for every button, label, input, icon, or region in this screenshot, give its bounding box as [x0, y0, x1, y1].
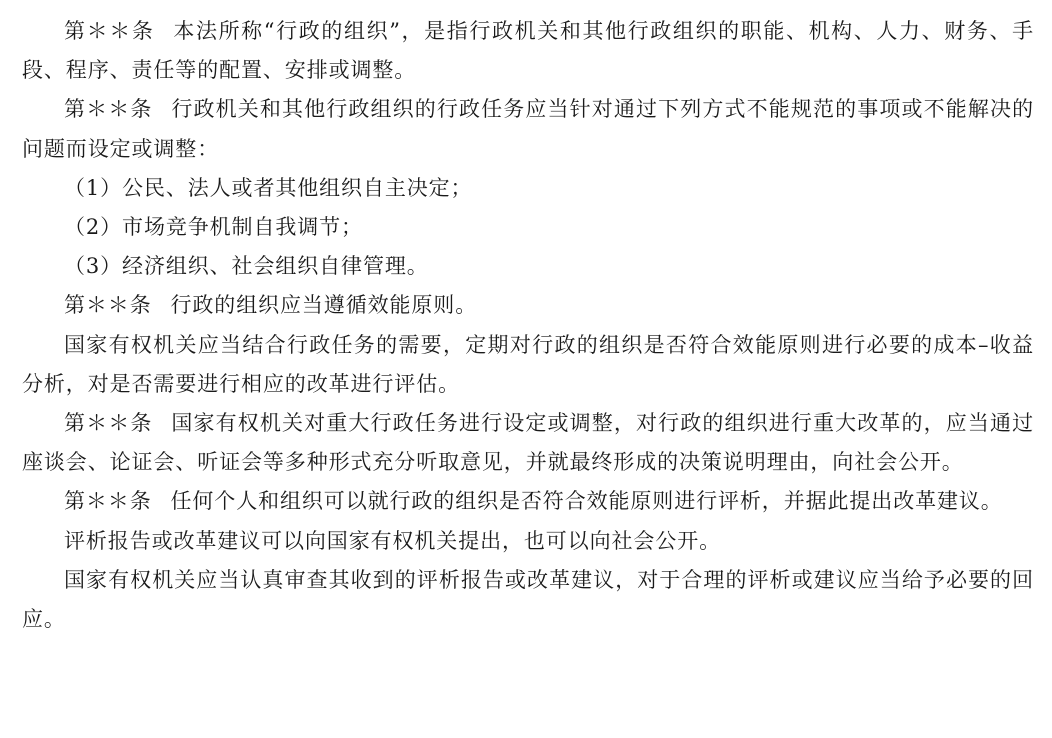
paragraph-text: 行政的组织应当遵循效能原则。	[170, 293, 478, 318]
paragraph	[22, 522, 1034, 561]
paragraph-text: 国家有权机关对重大行政任务进行设定或调整，对行政的组织进行重大改革的，应当通过座谈会、论证会、听证会等多种形式充分听取意见，并就最终形成的决策说明理由，向社会公开。	[22, 411, 1034, 475]
paragraph-text: 国家有权机关应当结合行政任务的需要，定期对行政的组织是否符合效能原则进行必要的成本–收益分析，对是否需要进行相应的改革进行评估。	[22, 332, 1034, 396]
paragraph-text: 行政机关和其他行政组织的行政任务应当针对通过下列方式不能规范的事项或不能解决的问题而设定或调整：	[22, 97, 1034, 161]
article-paragraph	[22, 12, 1034, 90]
article-label: 第＊＊条	[64, 293, 152, 318]
article-paragraph	[22, 404, 1034, 482]
paragraph-text: 本法所称“行政的组织”，是指行政机关和其他行政组织的职能、机构、人力、财务、手段、程序、责任等的配置、安排或调整。	[22, 19, 1034, 83]
paragraph-text: （3）经济组织、社会组织自律管理。	[64, 254, 429, 279]
paragraph	[22, 326, 1034, 404]
list-item	[22, 208, 1034, 247]
document-body	[22, 12, 1034, 639]
paragraph-text: （1）公民、法人或者其他组织自主决定；	[64, 175, 473, 200]
paragraph-text: 评析报告或改革建议可以向国家有权机关提出，也可以向社会公开。	[64, 528, 721, 553]
paragraph-text: 任何个人和组织可以就行政的组织是否符合效能原则进行评析，并据此提出改革建议。	[170, 489, 1003, 514]
article-label: 第＊＊条	[64, 489, 152, 514]
article-paragraph	[22, 482, 1034, 521]
article-paragraph	[22, 90, 1034, 168]
article-label: 第＊＊条	[64, 97, 153, 122]
paragraph-text: 国家有权机关应当认真审查其收到的评析报告或改革建议，对于合理的评析或建议应当给予必要的回应。	[22, 567, 1034, 632]
article-label: 第＊＊条	[64, 19, 155, 43]
list-item	[22, 247, 1034, 286]
paragraph-text: （2）市场竞争机制自我调节；	[64, 215, 363, 240]
paragraph	[22, 561, 1034, 639]
article-label: 第＊＊条	[64, 411, 153, 436]
article-paragraph	[22, 286, 1034, 325]
list-item	[22, 169, 1034, 208]
